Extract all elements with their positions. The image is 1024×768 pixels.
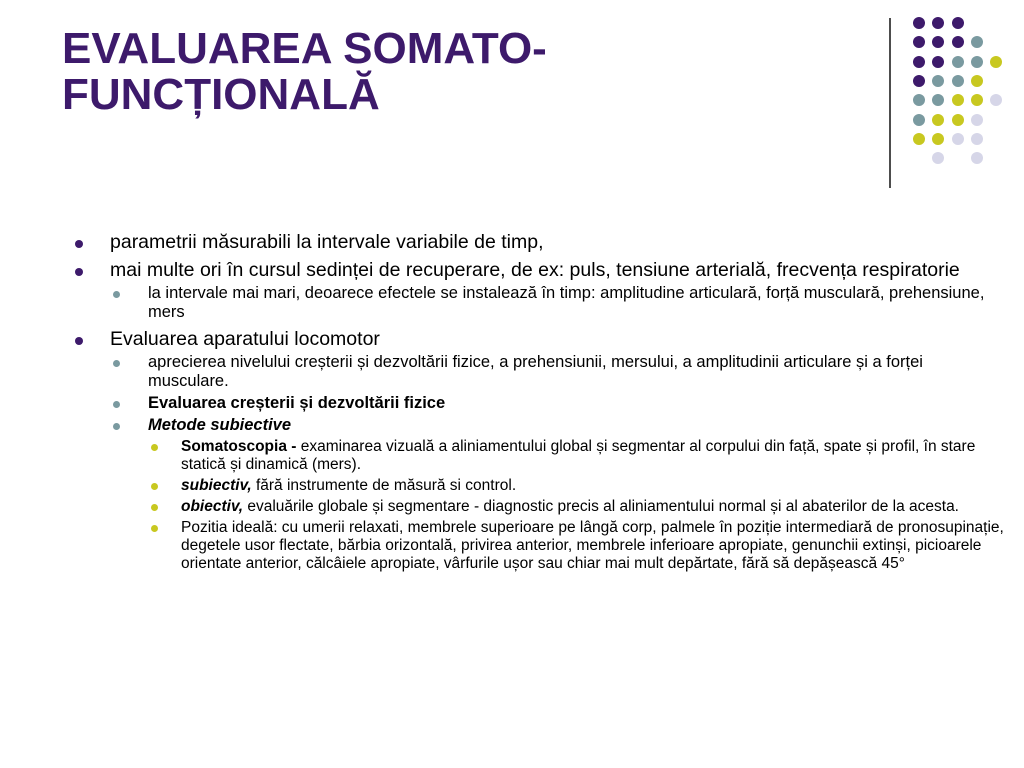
bullet-dot-icon [75,337,83,345]
decor-dot-teal [971,56,983,68]
decor-dot-lavender [990,94,1002,106]
decor-dot-teal [952,75,964,87]
bullet-dot-icon [151,483,158,490]
bullet-dot-icon [75,268,83,276]
bullet-dot-icon [151,525,158,532]
decor-dot-yellow [971,75,983,87]
decor-dot-purple [932,56,944,68]
title-line-2: FUNCȚIONALĂ [62,70,380,119]
decor-dot-teal [932,94,944,106]
decor-dot-teal [913,94,925,106]
bullet-item-level-3 [70,438,1005,474]
decor-dot-teal [913,114,925,126]
bullet-dot-icon [113,423,120,430]
decor-dot-yellow [952,94,964,106]
bullet-text: Metode subiective [148,416,292,434]
bullet-text: Pozitia ideală: cu umerii relaxati, membrele superioare pe lângă corp, palmele în poziție intermediară de pronosupinație, degetele usor flectate, bărbia orizontală, privirea anterior, membrele inferioare apropiate, genunchii extinși, picioarele orientate anterior, călcâiele apropiate, vârfurile ușor sau chiar mai mult depărtate, fără să depășească 45° [181,519,1004,572]
decor-dot-purple [913,75,925,87]
decor-dot-yellow [932,114,944,126]
bullet-text: examinarea vizuală a aliniamentului global și segmentar al corpului din față, spate și profil, în stare statică și dinamică (mers). [181,438,976,473]
bullet-text: obiectiv, [181,498,244,515]
bullet-item-level-2 [70,353,1005,391]
bullet-dot-icon [151,504,158,511]
decor-dot-yellow [971,94,983,106]
decor-dot-purple [913,17,925,29]
decor-dot-teal [971,36,983,48]
bullet-text: aprecierea nivelului creșterii și dezvoltării fizice, a prehensiunii, mersului, a amplitudinii articulare și a forței musculare. [148,353,923,390]
bullet-item-level-3 [70,477,1005,495]
bullet-text: subiectiv, [181,477,252,494]
bullet-dot-icon [113,401,120,408]
bullet-item-level-2 [70,394,1005,413]
bullet-item-level-2 [70,416,1005,435]
bullet-dot-icon [113,291,120,298]
decor-dot-lavender [952,133,964,145]
decor-dot-purple [952,17,964,29]
title-line-1: EVALUAREA SOMATO- [62,24,547,73]
bullet-item-level-1 [70,328,1005,350]
bullet-item-level-3 [70,519,1005,573]
bullet-text: la intervale mai mari, deoarece efectele se instalează în timp: amplitudine articulară, forță musculară, prehensiune, mers [148,284,985,321]
decor-dot-teal [952,56,964,68]
bullet-text: Evaluarea creșterii și dezvoltării fizice [148,394,446,412]
decor-dot-purple [913,56,925,68]
decorative-dot-grid [0,0,1024,200]
bullet-dot-icon [75,240,83,248]
bullet-text: Evaluarea aparatului locomotor [110,328,380,350]
bullet-dot-icon [151,444,158,451]
decor-dot-purple [932,36,944,48]
bullet-item-level-2 [70,284,1005,322]
decor-dot-lavender [932,152,944,164]
decor-dot-lavender [971,152,983,164]
decor-dot-yellow [952,114,964,126]
decor-dot-lavender [971,114,983,126]
bullet-item-level-1 [70,259,1005,281]
title-divider [889,18,891,188]
decor-dot-lavender [971,133,983,145]
bullet-dot-icon [113,360,120,367]
decor-dot-yellow [932,133,944,145]
decor-dot-purple [932,17,944,29]
slide-body [70,228,1005,573]
decor-dot-yellow [913,133,925,145]
bullet-text: Somatoscopia - [181,438,301,455]
bullet-text: fără instrumente de măsură si control. [251,477,517,494]
bullet-item-level-1 [70,231,1005,253]
bullet-text: mai multe ori în cursul sedinței de recuperare, de ex: puls, tensiune arterială, frecvența respiratorie [110,259,960,281]
decor-dot-yellow [990,56,1002,68]
decor-dot-purple [913,36,925,48]
bullet-text: evaluările globale și segmentare - diagnostic precis al aliniamentului normal și al abaterilor de la acesta. [243,498,959,515]
decor-dot-teal [932,75,944,87]
bullet-text: parametrii măsurabili la intervale variabile de timp, [110,231,544,253]
bullet-item-level-3 [70,498,1005,516]
decor-dot-purple [952,36,964,48]
